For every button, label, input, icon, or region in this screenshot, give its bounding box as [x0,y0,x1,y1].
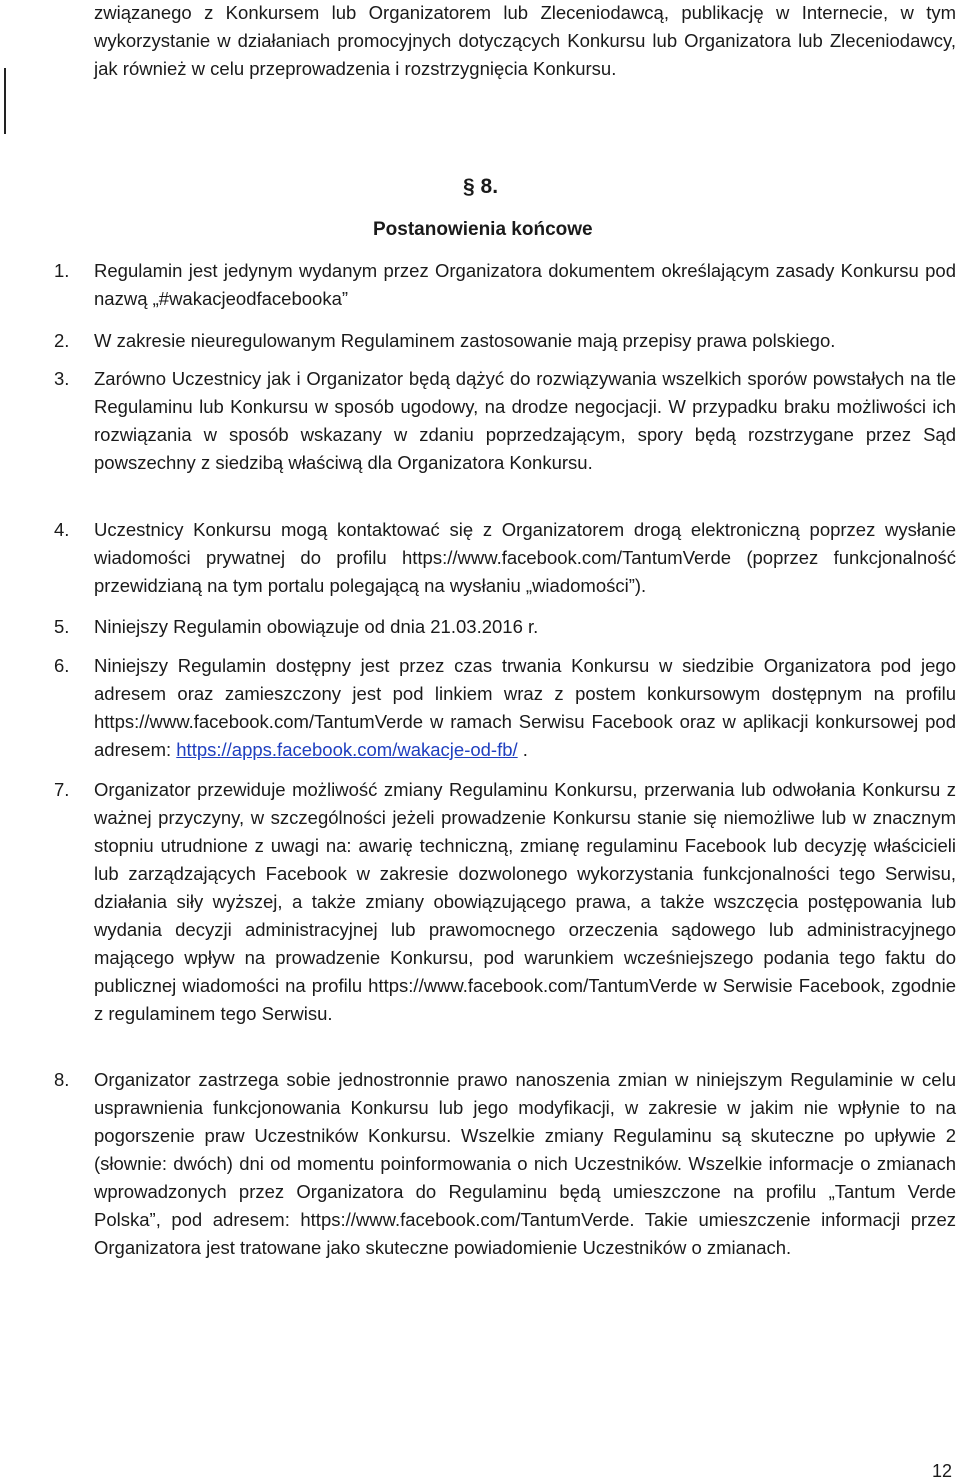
item-number: 6. [54,655,70,676]
item-text [94,652,956,764]
item-text-after-link: . [517,739,528,760]
item-number: 4. [54,519,70,540]
item-text: Regulamin jest jedynym wydanym przez Organizatora dokumentem określającym zasady Konkursu pod nazwą „#wakacjeodfacebooka” [94,260,956,309]
apps-facebook-link[interactable]: https://apps.facebook.com/wakacje-od-fb/ [176,739,518,760]
item-text: Organizator zastrzega sobie jednostronnie prawo nanoszenia zmian w niniejszym Regulaminie w celu usprawnienia funkcjonowania Konkursu lub jego modyfikacji, w zakresie w jakim nie wpłynie to na pogorszenie praw Uczestników Konkursu. Wszelkie zmiany Regulaminu są skuteczne po upływie 2 (słownie: dwóch) dni od momentu poinformowania o nich Uczestników. Wszelkie informacje o zmianach wprowadzonych przez Organizatora do Regulaminu będą umieszczone na profilu „Tantum Verde Polska”, pod adresem: https://www.facebook.com/TantumVerde. Takie umieszczenie informacji przez Organizatora jest tratowane jako skuteczne powiadomienie Uczestników o zmianach. [94,1069,956,1258]
item-number: 3. [54,368,70,389]
item-number: 2. [54,330,70,351]
section-heading: Postanowienia końcowe [373,219,593,240]
item-text: Niniejszy Regulamin obowiązuje od dnia 21.03.2016 r. [94,616,539,637]
item-text: Zarówno Uczestnicy jak i Organizator będą dążyć do rozwiązywania wszelkich sporów powstałych na tle Regulaminu lub Konkursu w sposób ugodowy, na drodze negocjacji. W przypadku braku możliwości ich rozwiązania w sposób wskazany w zdaniu poprzedzającym, spory będą rozstrzygane przez Sąd powszechny z siedzibą właściwą dla Organizatora Konkursu. [94,368,956,473]
item-text: Uczestnicy Konkursu mogą kontaktować się z Organizatorem drogą elektroniczną poprzez wysłanie wiadomości prywatnej do profilu https://www.facebook.com/TantumVerde (poprzez funkcjonalność przewidzianą na tym portalu polegającą na wysłaniu „wiadomości”). [94,519,956,596]
item-number: 5. [54,616,70,637]
item-number: 7. [54,779,70,800]
item-text-before-link: Niniejszy Regulamin dostępny jest przez czas trwania Konkursu w siedzibie Organizatora pod jego adresem oraz zamieszczony jest pod linkiem wraz z postem konkursowym dostępnym na profilu https://www.facebook.com/TantumVerde w ramach Serwisu Facebook oraz w aplikacji konkursowej pod adresem: [94,655,956,760]
page-number: 12 [931,1461,952,1481]
item-number: 1. [54,260,70,281]
intro-paragraph: związanego z Konkursem lub Organizatorem lub Zleceniodawcą, publikację w Internecie, w tym wykorzystanie w działaniach promocyjnych dotyczących Konkursu lub Organizatora lub Zleceniodawcy, jak również w celu przeprowadzenia i rozstrzygnięcia Konkursu. [94,2,956,79]
change-bar [4,68,6,134]
item-text: W zakresie nieuregulowanym Regulaminem zastosowanie mają przepisy prawa polskiego. [94,330,836,351]
item-number: 8. [54,1069,70,1090]
section-number: § 8. [463,175,499,198]
item-text: Organizator przewiduje możliwość zmiany Regulaminu Konkursu, przerwania lub odwołania Konkursu z ważnej przyczyny, w szczególności jeżeli prowadzenie Konkursu stanie się niemożliwe lub w znacznym stopniu utrudnione z uwagi na: awarię techniczną, zmianę regulaminu Facebook lub decyzję właścicieli lub zarządzających Facebook w zakresie dozwolonego wykorzystania funkcjonalności tego Serwisu, działania siły wyższej, a także zmiany obowiązującego prawa, a także wszczęcia postępowania lub wydania decyzji administracyjnej lub prawomocnego orzeczenia sądowego lub administracyjnego mającego wpływ na prowadzenie Konkursu, pod warunkiem wcześniejszego podania tego faktu do publicznej wiadomości na profilu https://www.facebook.com/TantumVerde w Serwisie Facebook, zgodnie z regulaminem tego Serwisu. [94,779,956,1024]
